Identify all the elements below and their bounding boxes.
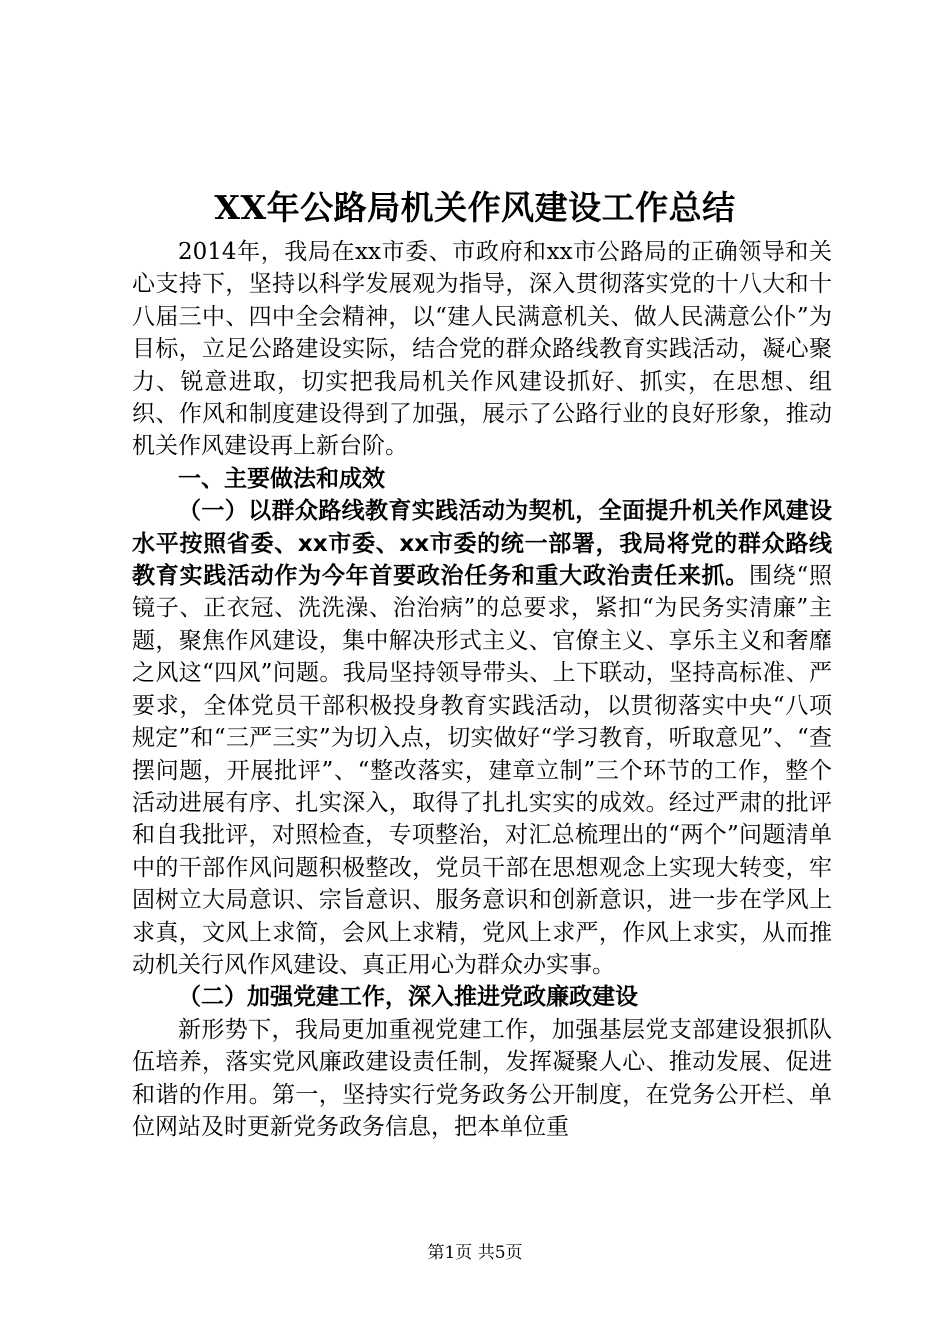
intro-paragraph: 2014年，我局在xx市委、市政府和xx市公路局的正确领导和关心支持下，坚持以科学发展观为指导，深入贯彻落实党的十八大和十八届三中、四中全会精神，以“建人民满意机关、做人民满意公仆”为目标，立足公路建设实际，结合党的群众路线教育实践活动，凝心聚力、锐意进取，切实把我局机关作风建设抓好、抓实，在思想、组织、作风和制度建设得到了加强，展示了公路行业的良好形象，推动机关作风建设再上新台阶。 <box>132 239 832 460</box>
subsection-1-lead: （一）以群众路线教育实践活动为契机，全面提升机关作风建设水平按照省委、xx市委、xx市委的统一部署，我局将党的群众路线教育实践活动作为今年首要政治任务和重大政治责任来抓。 <box>132 498 832 590</box>
subsection-1-body: 围绕“照镜子、正衣冠、洗洗澡、治治病”的总要求，紧扣“为民务实清廉”主题，聚焦作风建设，集中解决形式主义、官僚主义、享乐主义和奢靡之风这“四风”问题。我局坚持领导带头、上下联动，坚持高标准、严要求，全体党员干部积极投身教育实践活动，以贯彻落实中央“八项规定”和“三严三实”为切入点，切实做好“学习教育，听取意见”、“查摆问题，开展批评”、“整改落实，建章立制”三个环节的工作，整个活动进展有序、扎实深入，取得了扎扎实实的成效。经过严肃的批评和自我批评，对照检查，专项整治，对汇总梳理出的“两个”问题清单中的干部作风问题积极整改，党员干部在思想观念上实现大转变，牢固树立大局意识、宗旨意识、服务意识和创新意识，进一步在学风上求真，文风上求简，会风上求精，党风上求严，作风上求实，从而推动机关行风作风建设、真正用心为群众办实事。 <box>132 563 833 978</box>
document-body <box>132 236 832 1143</box>
subsection-1-paragraph <box>132 495 832 981</box>
page-footer: 第1页 共5页 <box>427 1243 523 1263</box>
section-heading: 一、主要做法和成效 <box>178 465 385 492</box>
document-title: XX年公路局机关作风建设工作总结 <box>214 188 736 227</box>
subsection-2-paragraph: 新形势下，我局更加重视党建工作，加强基层党支部建设狠抓队伍培养，落实党风廉政建设责任制，发挥凝聚人心、推动发展、促进和谐的作用。第一，坚持实行党务政务公开制度，在党务公开栏、单位网站及时更新党务政务信息，把本单位重 <box>132 1016 832 1140</box>
subsection-2-heading: （二）加强党建工作，深入推进党政廉政建设 <box>178 984 638 1011</box>
